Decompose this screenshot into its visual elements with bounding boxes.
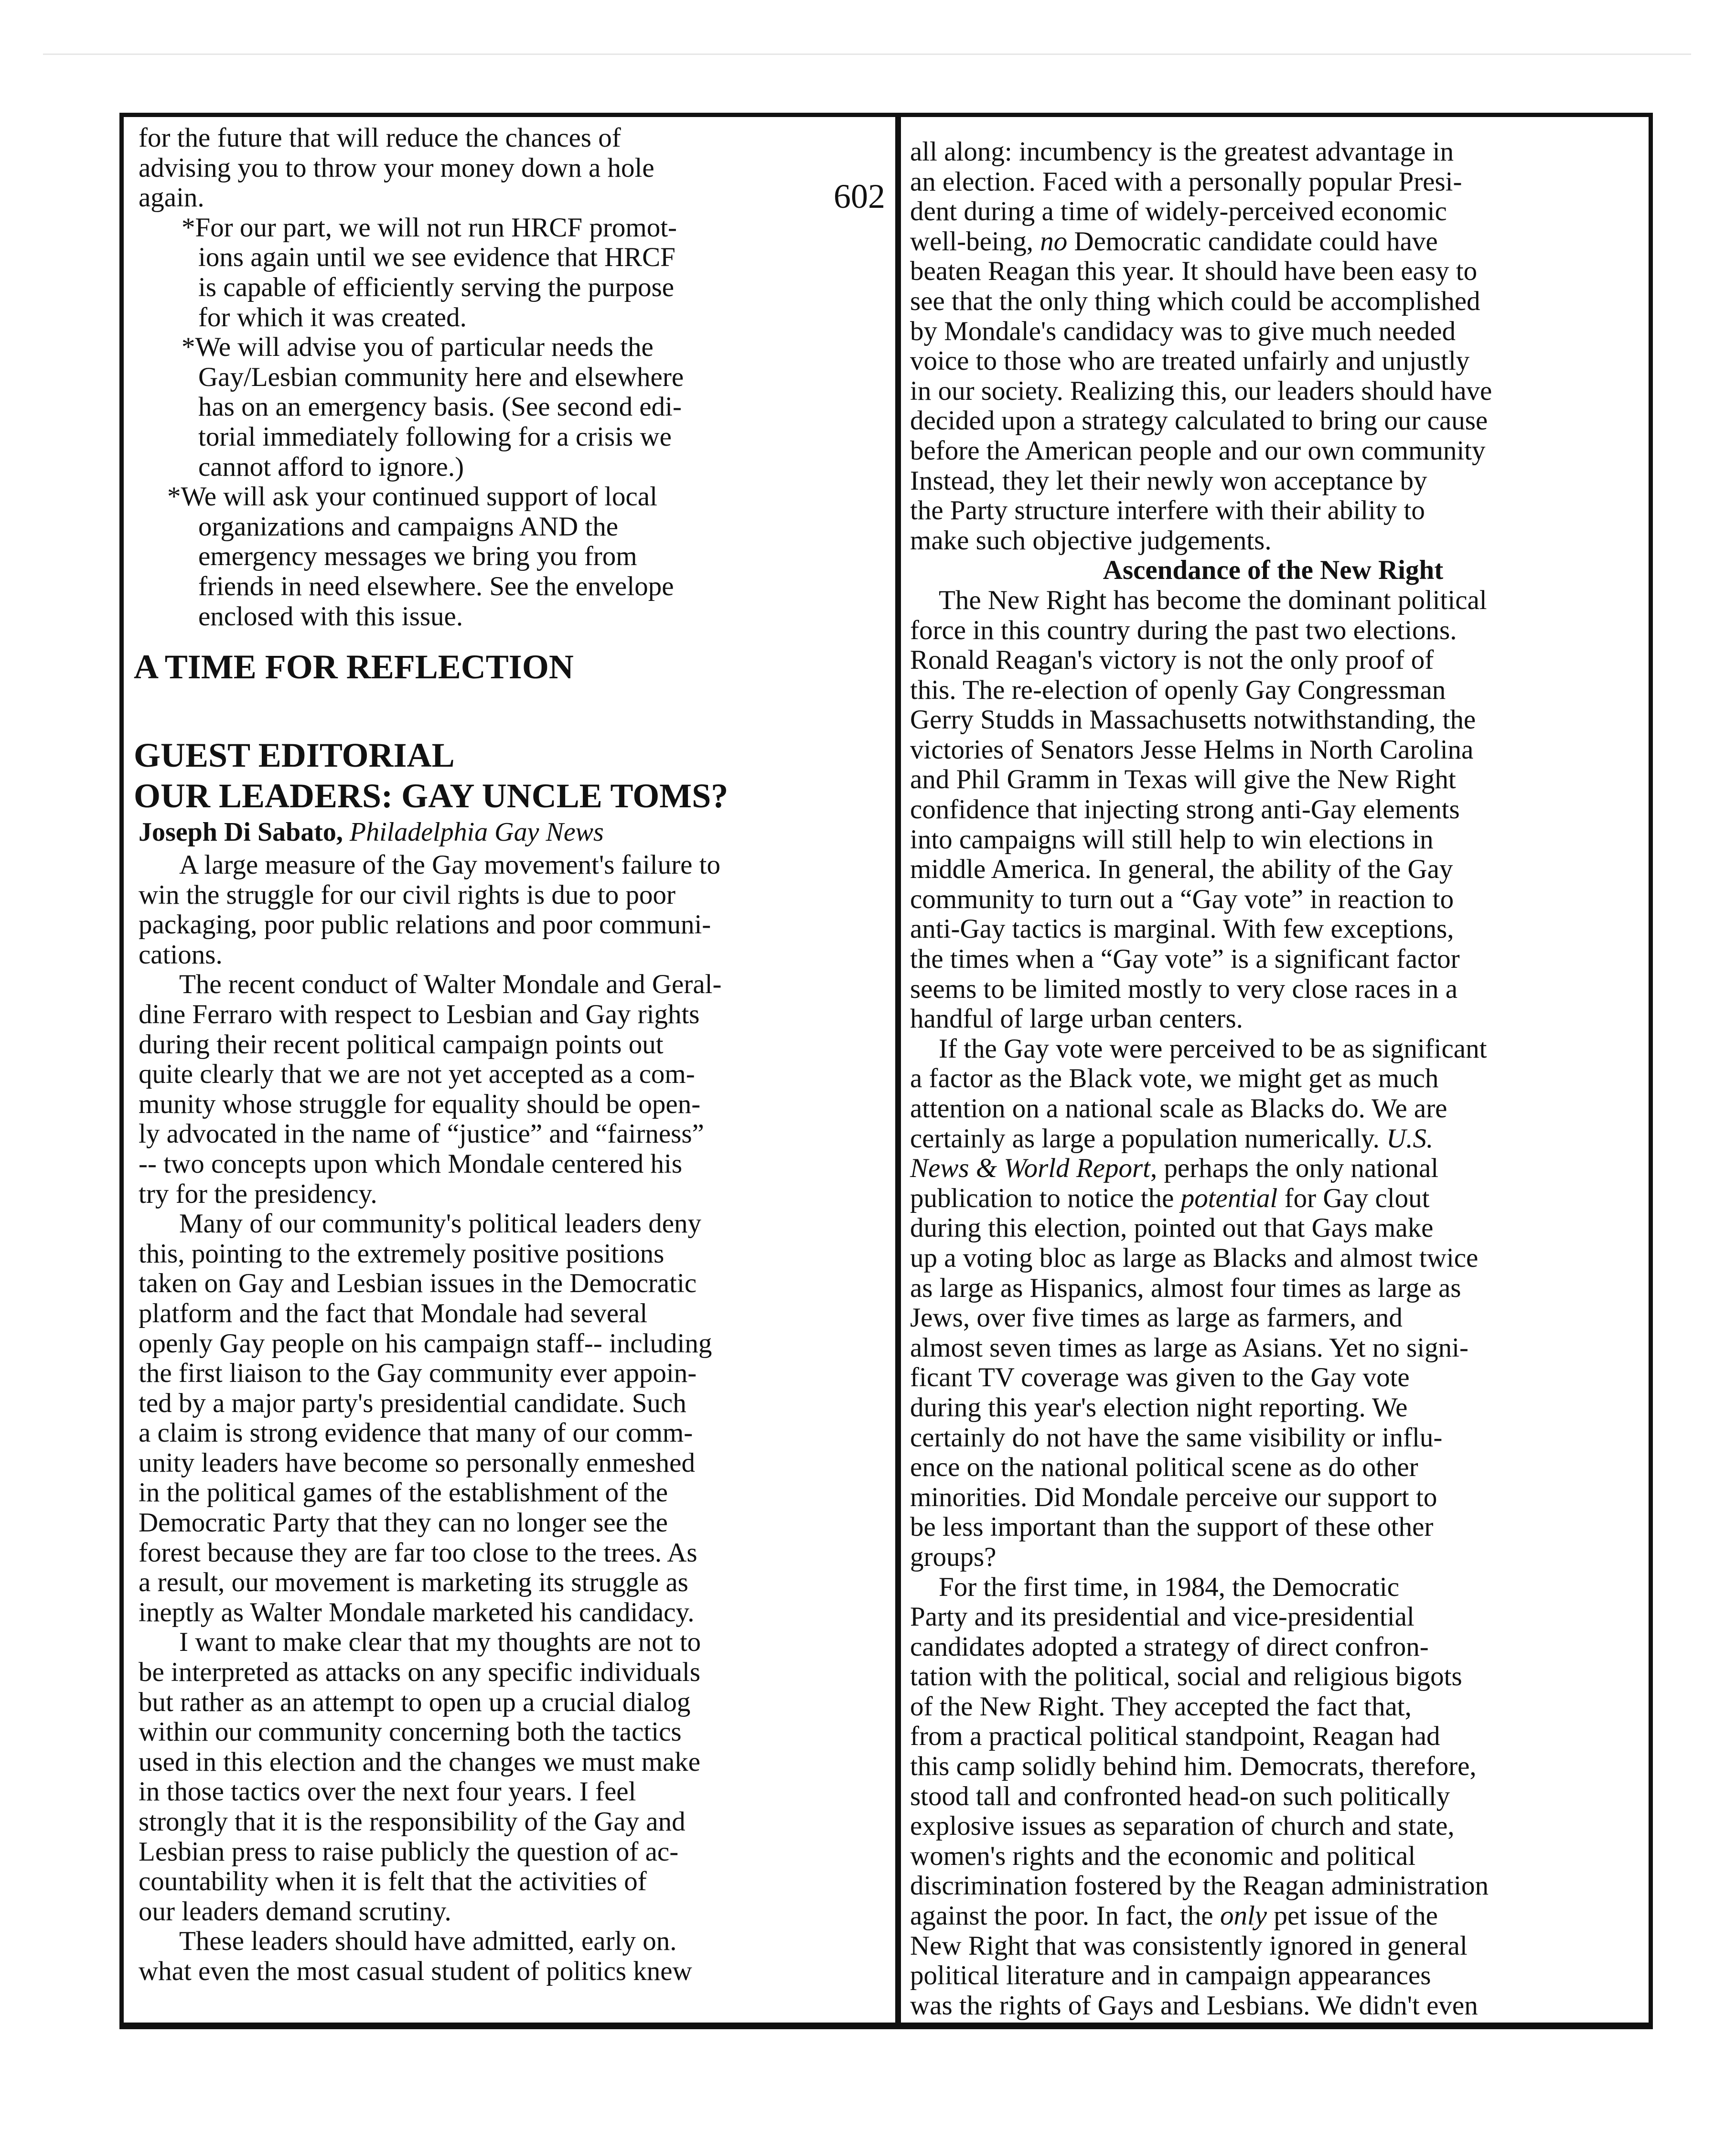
- text-line: torial immediately following for a crisis we: [198, 421, 672, 452]
- text-line: win the struggle for our civil rights is due to poor: [139, 879, 675, 910]
- text-line: beaten Reagan this year. It should have been easy to: [910, 256, 1478, 287]
- text-line: For the first time, in 1984, the Democratic: [939, 1572, 1400, 1602]
- text-line: *We will advise you of particular needs the: [182, 332, 654, 363]
- text-line: is capable of efficiently serving the purpose: [198, 272, 675, 302]
- text-line: for the future that will reduce the chances of: [139, 123, 621, 153]
- text-line: what even the most casual student of politics knew: [139, 1956, 692, 1986]
- text-line: certainly do not have the same visibility or influ-: [910, 1422, 1443, 1453]
- italic-text: only: [1220, 1901, 1267, 1931]
- text-line: seems to be limited mostly to very close races in a: [910, 974, 1458, 1004]
- text-line: force in this country during the past two elections.: [910, 615, 1457, 645]
- text-line: discrimination fostered by the Reagan administration: [910, 1871, 1489, 1901]
- text-line: dine Ferraro with respect to Lesbian and Gay rights: [139, 999, 700, 1029]
- text-line: again.: [139, 182, 204, 213]
- text-line: during this year's election night reporting. We: [910, 1392, 1408, 1423]
- text-line: enclosed with this issue.: [198, 601, 463, 632]
- text-line: munity whose struggle for equality should be open-: [139, 1089, 701, 1119]
- text-line: ficant TV coverage was given to the Gay vote: [910, 1362, 1410, 1393]
- text-line: of the New Right. They accepted the fact that,: [910, 1691, 1412, 1722]
- text-line: [910, 1124, 1636, 1154]
- text-line: used in this election and the changes we must make: [139, 1746, 701, 1777]
- text-line: voice to those who are treated unfairly and unjustly: [910, 346, 1470, 376]
- text-line: this. The re-election of openly Gay Congressman: [910, 674, 1446, 705]
- text-line: Gay/Lesbian community here and elsewhere: [198, 362, 684, 392]
- right-column-article-body: [910, 137, 1636, 2021]
- text-line: for which it was created.: [198, 302, 467, 332]
- text-line: try for the presidency.: [139, 1178, 377, 1209]
- text-line: ted by a major party's presidential candidate. Such: [139, 1388, 686, 1418]
- text-line: Lesbian press to raise publicly the question of ac-: [139, 1836, 679, 1867]
- text-line: our leaders demand scrutiny.: [139, 1896, 451, 1927]
- left-column-article-body: [139, 850, 721, 1987]
- text-line: and Phil Gramm in Texas will give the New Right: [910, 764, 1456, 795]
- text-line: [910, 1901, 1636, 1931]
- text-line: groups?: [910, 1541, 997, 1572]
- text-line: during this election, pointed out that Gays make: [910, 1213, 1434, 1243]
- text-line: this, pointing to the extremely positive positions: [139, 1238, 664, 1269]
- text-line: packaging, poor public relations and poor communi-: [139, 910, 711, 940]
- text-line: taken on Gay and Lesbian issues in the Democratic: [139, 1268, 697, 1299]
- text-line: [910, 1184, 1636, 1214]
- text-line: Party and its presidential and vice-presidential: [910, 1602, 1415, 1632]
- text-line: in the political games of the establishment of the: [139, 1477, 668, 1508]
- text-line: victories of Senators Jesse Helms in North Carolina: [910, 734, 1474, 765]
- page-number: 602: [834, 177, 885, 215]
- text-segment: for Gay clout: [1277, 1183, 1430, 1213]
- text-line: community to turn out a “Gay vote” in reaction to: [910, 884, 1454, 914]
- text-line: [910, 227, 1636, 257]
- section-heading: Ascendance of the New Right: [1103, 555, 1444, 586]
- text-line: quite clearly that we are not yet accepted as a com-: [139, 1059, 695, 1090]
- text-line: be less important than the support of these other: [910, 1512, 1434, 1542]
- text-line: Ronald Reagan's victory is not the only proof of: [910, 645, 1434, 675]
- text-line: The New Right has become the dominant political: [939, 585, 1487, 615]
- text-segment: pet issue of the: [1267, 1901, 1438, 1931]
- byline-publication: Philadelphia Gay News: [349, 817, 604, 847]
- text-line: in those tactics over the next four years. I feel: [139, 1777, 636, 1807]
- text-line: cations.: [139, 939, 223, 970]
- text-line: ions again until we see evidence that HRCF: [198, 242, 675, 273]
- heading-article-title: OUR LEADERS: GAY UNCLE TOMS?: [134, 777, 729, 815]
- text-line: be interpreted as attacks on any specific individuals: [139, 1657, 701, 1688]
- text-segment: Democratic candidate could have: [1067, 226, 1438, 257]
- italic-text: potential: [1180, 1183, 1278, 1213]
- text-line: from a practical political standpoint, Reagan had: [910, 1721, 1440, 1752]
- text-line: New Right that was consistently ignored in general: [910, 1930, 1468, 1961]
- text-line: before the American people and our own community: [910, 435, 1486, 466]
- text-line: These leaders should have admitted, early on.: [179, 1926, 677, 1957]
- text-line: the Party structure interfere with their ability to: [910, 495, 1425, 526]
- text-line: countability when it is felt that the activities of: [139, 1866, 647, 1897]
- text-line: attention on a national scale as Blacks do. We are: [910, 1093, 1447, 1124]
- text-line: A large measure of the Gay movement's failure to: [179, 850, 721, 880]
- text-line: *For our part, we will not run HRCF promot-: [182, 212, 677, 243]
- text-line: almost seven times as large as Asians. Yet no signi-: [910, 1332, 1468, 1363]
- text-line: ineptly as Walter Mondale marketed his candidacy.: [139, 1597, 695, 1627]
- text-line: forest because they are far too close to the trees. As: [139, 1537, 697, 1568]
- text-line: Many of our community's political leaders deny: [179, 1209, 702, 1239]
- text-line: has on an emergency basis. (See second edi-: [198, 392, 682, 422]
- text-line: friends in need elsewhere. See the envelope: [198, 571, 674, 601]
- text-line: see that the only thing which could be accomplished: [910, 286, 1480, 316]
- byline: [139, 817, 604, 847]
- text-line: decided upon a strategy calculated to bring our cause: [910, 406, 1488, 436]
- text-line: explosive issues as separation of church and state,: [910, 1811, 1455, 1841]
- text-line: during their recent political campaign points out: [139, 1029, 664, 1060]
- text-line: The recent conduct of Walter Mondale and Geral-: [179, 969, 722, 1000]
- text-line: as large as Hispanics, almost four times as large as: [910, 1273, 1461, 1303]
- text-line: emergency messages we bring you from: [198, 541, 637, 572]
- text-line: a factor as the Black vote, we might get as much: [910, 1063, 1439, 1094]
- text-line: platform and the fact that Mondale had several: [139, 1298, 648, 1328]
- text-line: minorities. Did Mondale perceive our support to: [910, 1482, 1437, 1512]
- text-line: Democratic Party that they can no longer see the: [139, 1508, 668, 1538]
- text-line: middle America. In general, the ability of the Gay: [910, 854, 1453, 885]
- text-line: anti-Gay tactics is marginal. With few exceptions,: [910, 914, 1454, 944]
- text-line: handful of large urban centers.: [910, 1004, 1243, 1034]
- text-line: an election. Faced with a personally popular Presi-: [910, 166, 1462, 197]
- text-line: the first liaison to the Gay community ever appoin-: [139, 1358, 697, 1389]
- text-line: by Mondale's candidacy was to give much needed: [910, 316, 1456, 346]
- text-line: make such objective judgements.: [910, 525, 1272, 556]
- text-segment: against the poor. In fact, the: [910, 1901, 1220, 1931]
- text-line: If the Gay vote were perceived to be as significant: [939, 1033, 1487, 1064]
- byline-author: Joseph Di Sabato,: [139, 817, 343, 847]
- text-line: within our community concerning both the tactics: [139, 1717, 682, 1747]
- text-line: advising you to throw your money down a hole: [139, 152, 654, 183]
- text-line: strongly that it is the responsibility of the Gay and: [139, 1807, 686, 1837]
- text-line: a result, our movement is marketing its struggle as: [139, 1567, 688, 1598]
- text-line: unity leaders have become so personally enmeshed: [139, 1447, 695, 1478]
- text-line: Instead, they let their newly won acceptance by: [910, 465, 1427, 496]
- text-line: this camp solidly behind him. Democrats, therefore,: [910, 1751, 1477, 1782]
- text-line: a claim is strong evidence that many of our comm-: [139, 1418, 693, 1448]
- text-line: in our society. Realizing this, our leaders should have: [910, 375, 1492, 406]
- text-line: Jews, over five times as large as farmers, and: [910, 1303, 1403, 1333]
- text-line: was the rights of Gays and Lesbians. We didn't even: [910, 1990, 1478, 2021]
- text-segment: publication to notice the: [910, 1183, 1181, 1213]
- text-line: I want to make clear that my thoughts are not to: [179, 1627, 701, 1658]
- text-line: candidates adopted a strategy of direct confron-: [910, 1631, 1429, 1662]
- text-line: cannot afford to ignore.): [198, 451, 464, 482]
- text-line: up a voting bloc as large as Blacks and almost twice: [910, 1242, 1479, 1273]
- text-line: [910, 1154, 1636, 1184]
- italic-text: U.S.: [1386, 1123, 1434, 1154]
- text-line: Gerry Studds in Massachusetts notwithstanding, the: [910, 705, 1476, 735]
- scan-artifact-line: [43, 54, 1691, 55]
- text-line: political literature and in campaign appearances: [910, 1960, 1431, 1991]
- text-segment: well-being,: [910, 226, 1040, 257]
- text-segment: certainly as large a population numerically.: [910, 1123, 1387, 1154]
- text-line: openly Gay people on his campaign staff-- including: [139, 1328, 712, 1359]
- text-line: confidence that injecting strong anti-Gay elements: [910, 794, 1460, 825]
- text-line: stood tall and confronted head-on such politically: [910, 1781, 1450, 1811]
- italic-text: News & World Report: [910, 1153, 1151, 1184]
- text-line: but rather as an attempt to open up a crucial dialog: [139, 1687, 691, 1717]
- text-line: all along: incumbency is the greatest advantage in: [910, 137, 1454, 167]
- text-line: ence on the national political scene as do other: [910, 1452, 1418, 1483]
- text-segment: , perhaps the only national: [1150, 1153, 1439, 1184]
- text-line: into campaigns will still help to win elections in: [910, 824, 1434, 855]
- text-line: ly advocated in the name of “justice” and “fairness”: [139, 1119, 704, 1149]
- text-line: women's rights and the economic and political: [910, 1841, 1416, 1871]
- text-line: tation with the political, social and religious bigots: [910, 1661, 1462, 1692]
- text-line: *We will ask your continued support of local: [167, 482, 657, 512]
- text-line: dent during a time of widely-perceived economic: [910, 196, 1447, 227]
- text-line: -- two concepts upon which Mondale centered his: [139, 1148, 683, 1179]
- italic-text: no: [1040, 226, 1068, 257]
- heading-guest-editorial: GUEST EDITORIAL: [134, 736, 455, 774]
- text-line: organizations and campaigns AND the: [198, 511, 619, 542]
- text-line: the times when a “Gay vote” is a significant factor: [910, 944, 1460, 974]
- left-column-intro: [139, 123, 684, 632]
- heading-time-for-reflection: A TIME FOR REFLECTION: [134, 648, 574, 686]
